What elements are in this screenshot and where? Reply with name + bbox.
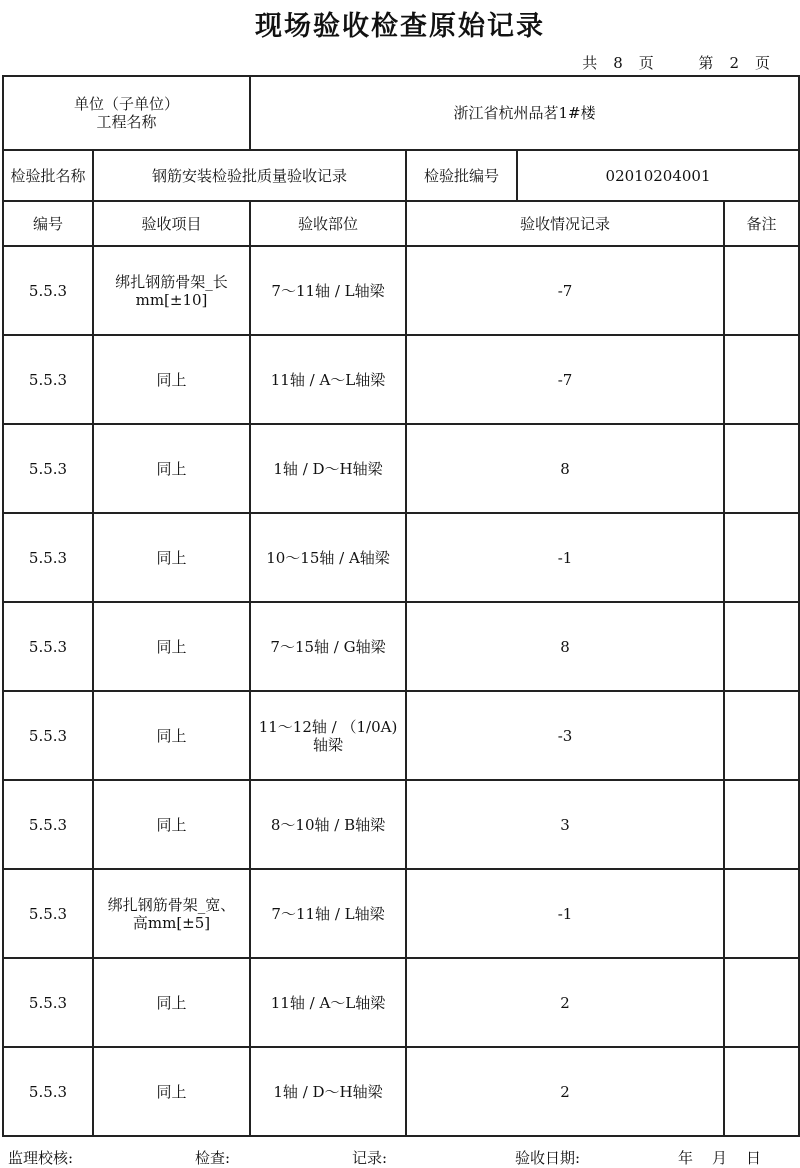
- row-no: 5.5.3: [3, 246, 93, 335]
- footer: [0, 1147, 800, 1167]
- table-row: [3, 958, 799, 1047]
- header-record: 验收情况记录: [406, 201, 724, 246]
- row-item: 绑扎钢筋骨架_宽、 高mm[±5]: [93, 869, 250, 958]
- total-pages: 8: [613, 54, 623, 72]
- batch-row: [3, 150, 799, 201]
- row-location: 8～10轴 / B轴梁: [250, 780, 406, 869]
- page-info: [574, 52, 778, 73]
- unit-label: 单位（子单位） 工程名称: [3, 76, 250, 150]
- row-location: 7～11轴 / L轴梁: [250, 869, 406, 958]
- row-item: 同上: [93, 513, 250, 602]
- total-prefix: 共: [582, 54, 598, 72]
- total-suffix: 页: [638, 54, 654, 72]
- row-item: 同上: [93, 335, 250, 424]
- row-location: 1轴 / D～H轴梁: [250, 424, 406, 513]
- unit-value: 浙江省杭州品茗1#楼: [250, 76, 799, 150]
- row-no: 5.5.3: [3, 691, 93, 780]
- row-record: 2: [406, 958, 724, 1047]
- batch-no-value: 02010204001: [605, 166, 711, 185]
- table-row: [3, 335, 799, 424]
- current-suffix: 页: [754, 54, 770, 72]
- inspector-label: 检查:: [195, 1149, 231, 1167]
- row-note: [724, 780, 799, 869]
- batch-name-value: [93, 150, 406, 201]
- day-label: 日: [746, 1149, 762, 1167]
- header-item: 验收项目: [93, 201, 250, 246]
- row-note: [724, 335, 799, 424]
- row-item: 同上: [93, 424, 250, 513]
- table-row: [3, 513, 799, 602]
- unit-row: [3, 76, 799, 150]
- row-location: 7～11轴 / L轴梁: [250, 246, 406, 335]
- row-location: 7～15轴 / G轴梁: [250, 602, 406, 691]
- row-no: 5.5.3: [3, 1047, 93, 1136]
- table-row: [3, 246, 799, 335]
- row-no: 5.5.3: [3, 513, 93, 602]
- row-location: 11轴 / A～L轴梁: [250, 958, 406, 1047]
- row-note: [724, 1047, 799, 1136]
- row-no: 5.5.3: [3, 780, 93, 869]
- current-prefix: 第: [698, 54, 714, 72]
- table-row: [3, 424, 799, 513]
- row-no: 5.5.3: [3, 869, 93, 958]
- row-record: 2: [406, 1047, 724, 1136]
- table-row: [3, 691, 799, 780]
- recorder-label: 记录:: [352, 1149, 388, 1167]
- row-location: 1轴 / D～H轴梁: [250, 1047, 406, 1136]
- inspection-table: [2, 75, 800, 1137]
- row-no: 5.5.3: [3, 335, 93, 424]
- batch-no-cell: [406, 150, 799, 201]
- table-row: [3, 602, 799, 691]
- row-item: 同上: [93, 602, 250, 691]
- row-no: 5.5.3: [3, 424, 93, 513]
- row-note: [724, 869, 799, 958]
- supervisor-label: 监理校核:: [8, 1149, 74, 1167]
- row-item: 同上: [93, 691, 250, 780]
- row-item: 绑扎钢筋骨架_长 mm[±10]: [93, 246, 250, 335]
- batch-no-label: 检验批编号: [407, 151, 518, 200]
- row-no: 5.5.3: [3, 602, 93, 691]
- row-record: 8: [406, 602, 724, 691]
- row-note: [724, 602, 799, 691]
- row-location: 11轴 / A～L轴梁: [250, 335, 406, 424]
- row-record: -3: [406, 691, 724, 780]
- row-item: 同上: [93, 958, 250, 1047]
- row-location: 10～15轴 / A轴梁: [250, 513, 406, 602]
- row-location: 11～12轴 / （1/0A) 轴梁: [250, 691, 406, 780]
- table-row: [3, 1047, 799, 1136]
- batch-name-text: 钢筋安装检验批质量验收记录: [152, 166, 348, 185]
- row-item: 同上: [93, 780, 250, 869]
- row-no: 5.5.3: [3, 958, 93, 1047]
- month-label: 月: [712, 1149, 728, 1167]
- table-row: [3, 869, 799, 958]
- header-note: 备注: [724, 201, 799, 246]
- batch-name-label: 检验批名称: [3, 150, 93, 201]
- row-record: -7: [406, 335, 724, 424]
- header-no: 编号: [3, 201, 93, 246]
- row-note: [724, 958, 799, 1047]
- row-record: -1: [406, 513, 724, 602]
- row-note: [724, 513, 799, 602]
- row-item: 同上: [93, 1047, 250, 1136]
- row-record: 3: [406, 780, 724, 869]
- row-note: [724, 246, 799, 335]
- row-record: -1: [406, 869, 724, 958]
- page-title: 现场验收检查原始记录: [255, 11, 545, 42]
- header-location: 验收部位: [250, 201, 406, 246]
- row-record: 8: [406, 424, 724, 513]
- table-row: [3, 780, 799, 869]
- row-note: [724, 691, 799, 780]
- row-record: -7: [406, 246, 724, 335]
- row-note: [724, 424, 799, 513]
- year-label: 年: [678, 1149, 694, 1167]
- header-row: [3, 201, 799, 246]
- current-page: 2: [729, 54, 739, 72]
- date-label: 验收日期:: [515, 1149, 581, 1167]
